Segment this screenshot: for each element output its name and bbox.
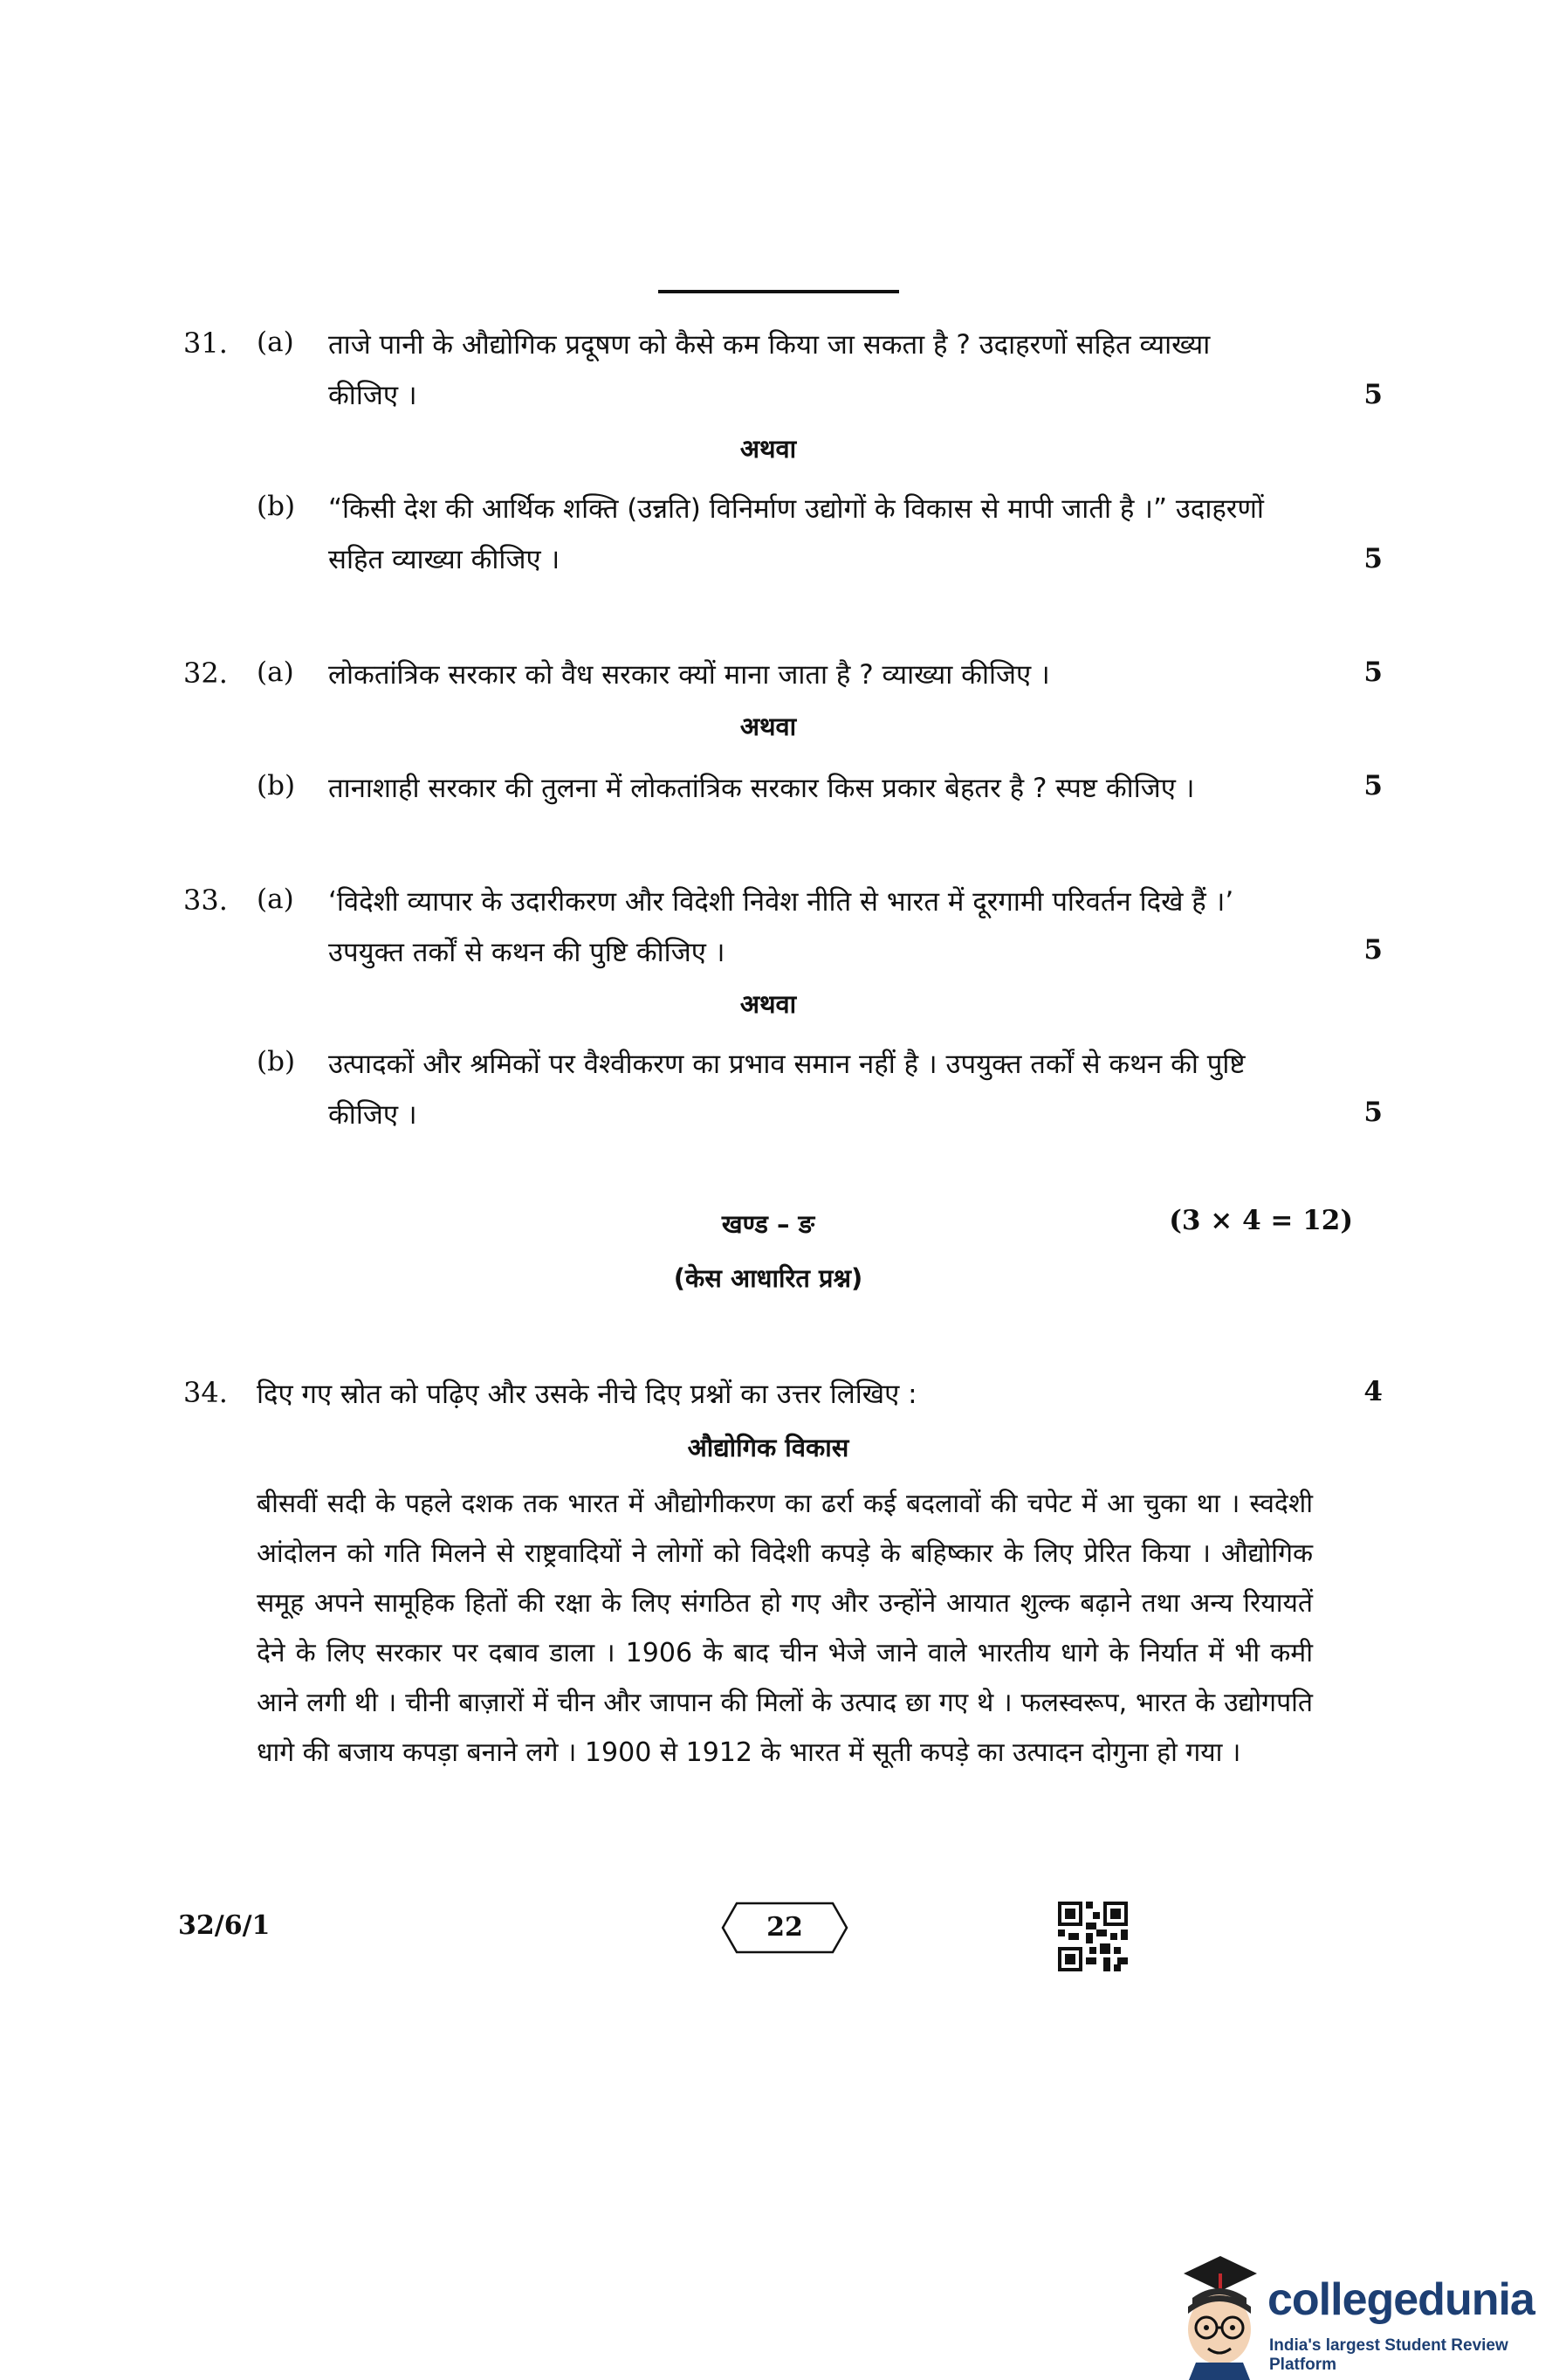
brand-tagline: India's largest Student Review Platform [1269,2336,1508,2374]
paper-code: 32/6/1 [178,1910,271,1941]
question-31-or: अथवा [739,434,797,464]
section-marks: (3 × 4 = 12) [1169,1205,1353,1236]
qr-code-icon [1058,1902,1128,1971]
question-31b-marks: 5 [1363,543,1383,574]
collegedunia-logo [1166,2253,1559,2380]
question-33b-marks: 5 [1363,1097,1383,1128]
question-32a-line1: लोकतांत्रिक सरकार को वैध सरकार क्यों माना जाता है ? व्याख्या कीजिए । [328,659,1050,691]
question-33a-label: (a) [257,884,294,915]
question-31a-line2: कीजिए । [328,380,417,411]
question-32b-marks: 5 [1363,770,1383,801]
question-31a-marks: 5 [1363,379,1383,410]
question-32b-label: (b) [257,770,296,801]
question-34-instruction: दिए गए स्रोत को पढ़िए और उसके नीचे दिए प्रश्नों का उत्तर लिखिए : [257,1379,917,1410]
question-33b-line2: कीजिए । [328,1099,417,1131]
question-31-number: 31. [183,327,228,360]
question-34-marks: 4 [1363,1376,1383,1407]
passage-text [257,1479,1313,1778]
passage-heading: औद्योगिक विकास [687,1433,849,1462]
question-31a-label: (a) [257,327,294,358]
question-32-number: 32. [183,657,228,690]
question-33-or: अथवा [739,989,797,1019]
question-33-number: 33. [183,884,228,917]
question-32a-label: (a) [257,657,294,688]
question-33a-line2: उपयुक्त तर्कों से कथन की पुष्टि कीजिए । [328,937,725,968]
section-title: खण्ड – ङ [721,1209,815,1239]
question-31a-line1: ताजे पानी के औद्योगिक प्रदूषण को कैसे कम किया जा सकता है ? उदाहरणों सहित व्याख्या [328,329,1211,361]
section-subtitle: (केस आधारित प्रश्न) [673,1263,863,1293]
page-number: 22 [766,1912,803,1943]
question-32a-marks: 5 [1363,657,1383,688]
question-31b-line2: सहित व्याख्या कीजिए । [328,544,560,575]
question-33a-line1: ‘विदेशी व्यापार के उदारीकरण और विदेशी निवेश नीति से भारत में दूरगामी परिवर्तन दिखे हैं ।’ [328,886,1234,918]
question-34-number: 34. [183,1376,228,1409]
question-31b-line1: “किसी देश की आर्थिक शक्ति (उन्नति) विनिर्माण उद्योगों के विकास से मापी जाती है ।” उदाहरणों [328,493,1264,525]
brand-name: collegedunia [1267,2274,1535,2325]
question-31b-label: (b) [257,491,296,522]
question-32-or: अथवा [739,712,797,741]
top-rule [658,290,899,293]
question-33a-marks: 5 [1363,934,1383,966]
question-33b-line1: उत्पादकों और श्रमिकों पर वैश्वीकरण का प्रभाव समान नहीं है । उपयुक्त तर्कों से कथन की पुष्टि [328,1049,1246,1080]
page-number-box [721,1902,848,1954]
question-32b-line1: तानाशाही सरकार की तुलना में लोकतांत्रिक सरकार किस प्रकार बेहतर है ? स्पष्ट कीजिए । [328,773,1195,804]
passage-paragraph: बीसवीं सदी के पहले दशक तक भारत में औद्योगीकरण का ढर्रा कई बदलावों की चपेट में आ चुका था । स्वदेशी आंदोलन को गति मिलने से राष्ट्रवादियों ने लोगों को विदेशी कपड़े के बहिष्कार के लिए प्रेरित किया । औद्योगिक समूह अपने सामूहिक हितों की रक्षा के लिए संगठित हो गए और उन्होंने आयात शुल्क बढ़ाने तथा अन्य रियायतें देने के लिए सरकार पर दबाव डाला । 1906 के बाद चीन भेजे जाने वाले भारतीय धागे के निर्यात में भी कमी आने लगी थी । चीनी बाज़ारों में चीन और जापान की मिलों के उत्पाद छा गए थे । फलस्वरूप, भारत के उद्योगपति धागे की बजाय कपड़ा बनाने लगे । 1900 से 1912 के भारत में सूती कपड़े का उत्पादन दोगुना हो गया । [257,1489,1313,1768]
mascot-icon [1166,2253,1271,2380]
question-33b-label: (b) [257,1046,296,1077]
